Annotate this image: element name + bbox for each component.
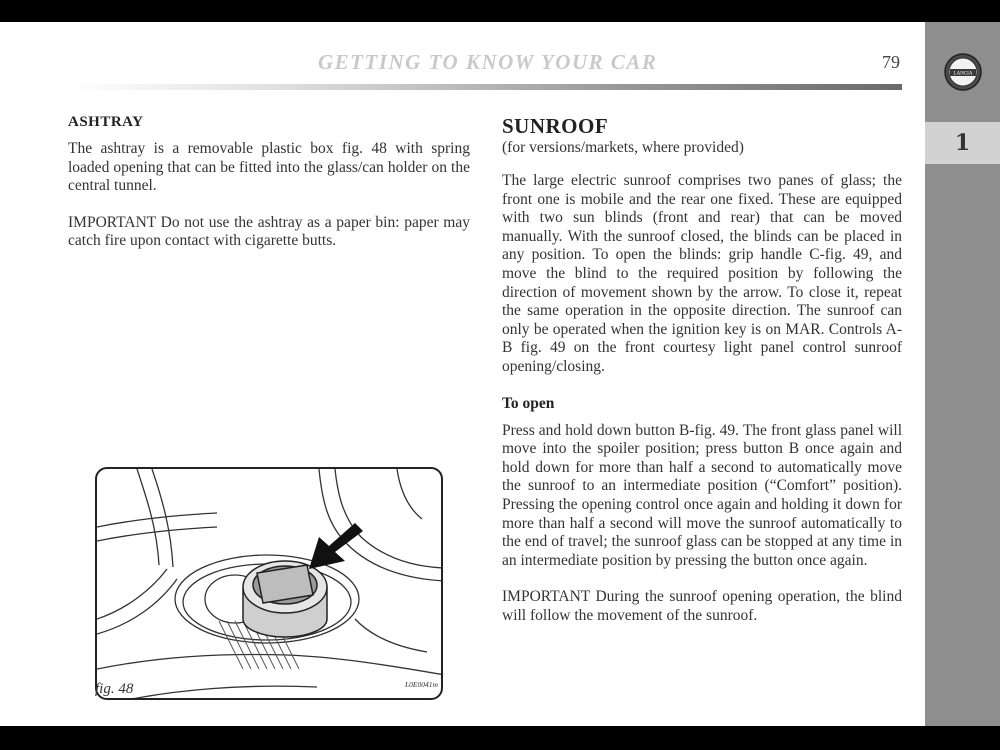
ashtray-important: IMPORTANT Do not use the ashtray as a paper bin: paper may catch fire upon contact with cigarette butts. bbox=[68, 213, 470, 250]
logo-box bbox=[925, 22, 1000, 120]
top-black-bar bbox=[0, 0, 1000, 22]
sunroof-section bbox=[502, 114, 902, 625]
chapter-side-panel bbox=[925, 22, 1000, 726]
sunroof-paragraph: The large electric sunroof comprises two panes of glass; the front one is mobile and the rear one fixed. These are equipped with two sun blinds (front and rear) that can be moved manually. With the sunroof closed, the blinds can be placed in any position. To open the blinds: grip handle C-fig. 49, and move the blind to the required position by following the direction of movement shown by the arrow. To close it, repeat the same operation in the opposite direction. The sunroof can only be operated when the ignition key is on MAR. Controls A-B fig. 49 on the front courtesy light panel control sunroof opening/closing. bbox=[502, 172, 902, 375]
figure-caption: fig. 48 bbox=[95, 681, 134, 697]
figure-code: L0E0041m bbox=[405, 680, 438, 689]
page-number: 79 bbox=[882, 52, 900, 72]
ashtray-paragraph: The ashtray is a removable plastic box fig. 48 with spring loaded opening that can be fitted into the glass/can holder on the central tunnel. bbox=[68, 140, 470, 195]
sunroof-heading: SUNROOF bbox=[502, 114, 609, 138]
to-open-paragraph: Press and hold down button B-fig. 49. The front glass panel will move into the spoiler position; press button B once again and hold down for more than half a second to automatically move the sunroof to an intermediate position (“Comfort” position). Pressing the opening control once again and holding it down for more than half a second will move the sunroof automatically to the end of travel; the sunroof glass can be stopped at any time in an intermediate position by pressing the button once again. bbox=[502, 421, 902, 569]
ashtray-illustration bbox=[97, 469, 443, 700]
manual-page bbox=[0, 22, 925, 726]
chapter-tab[interactable]: 1 bbox=[925, 122, 1000, 164]
lancia-logo-icon bbox=[943, 52, 983, 92]
bottom-black-bar bbox=[0, 726, 1000, 750]
ashtray-heading: ASHTRAY bbox=[68, 114, 144, 130]
sunroof-subtitle: (for versions/markets, where provided) bbox=[502, 139, 744, 156]
ashtray-figure bbox=[95, 467, 443, 700]
sunroof-important: IMPORTANT During the sunroof opening operation, the blind will follow the movement of the sunroof. bbox=[502, 588, 902, 624]
svg-text:LANCIA: LANCIA bbox=[953, 71, 973, 77]
page-header-title: GETTING TO KNOW YOUR CAR bbox=[318, 50, 658, 74]
header-rule bbox=[68, 84, 902, 90]
to-open-heading: To open bbox=[502, 394, 555, 412]
ashtray-section bbox=[68, 114, 470, 251]
